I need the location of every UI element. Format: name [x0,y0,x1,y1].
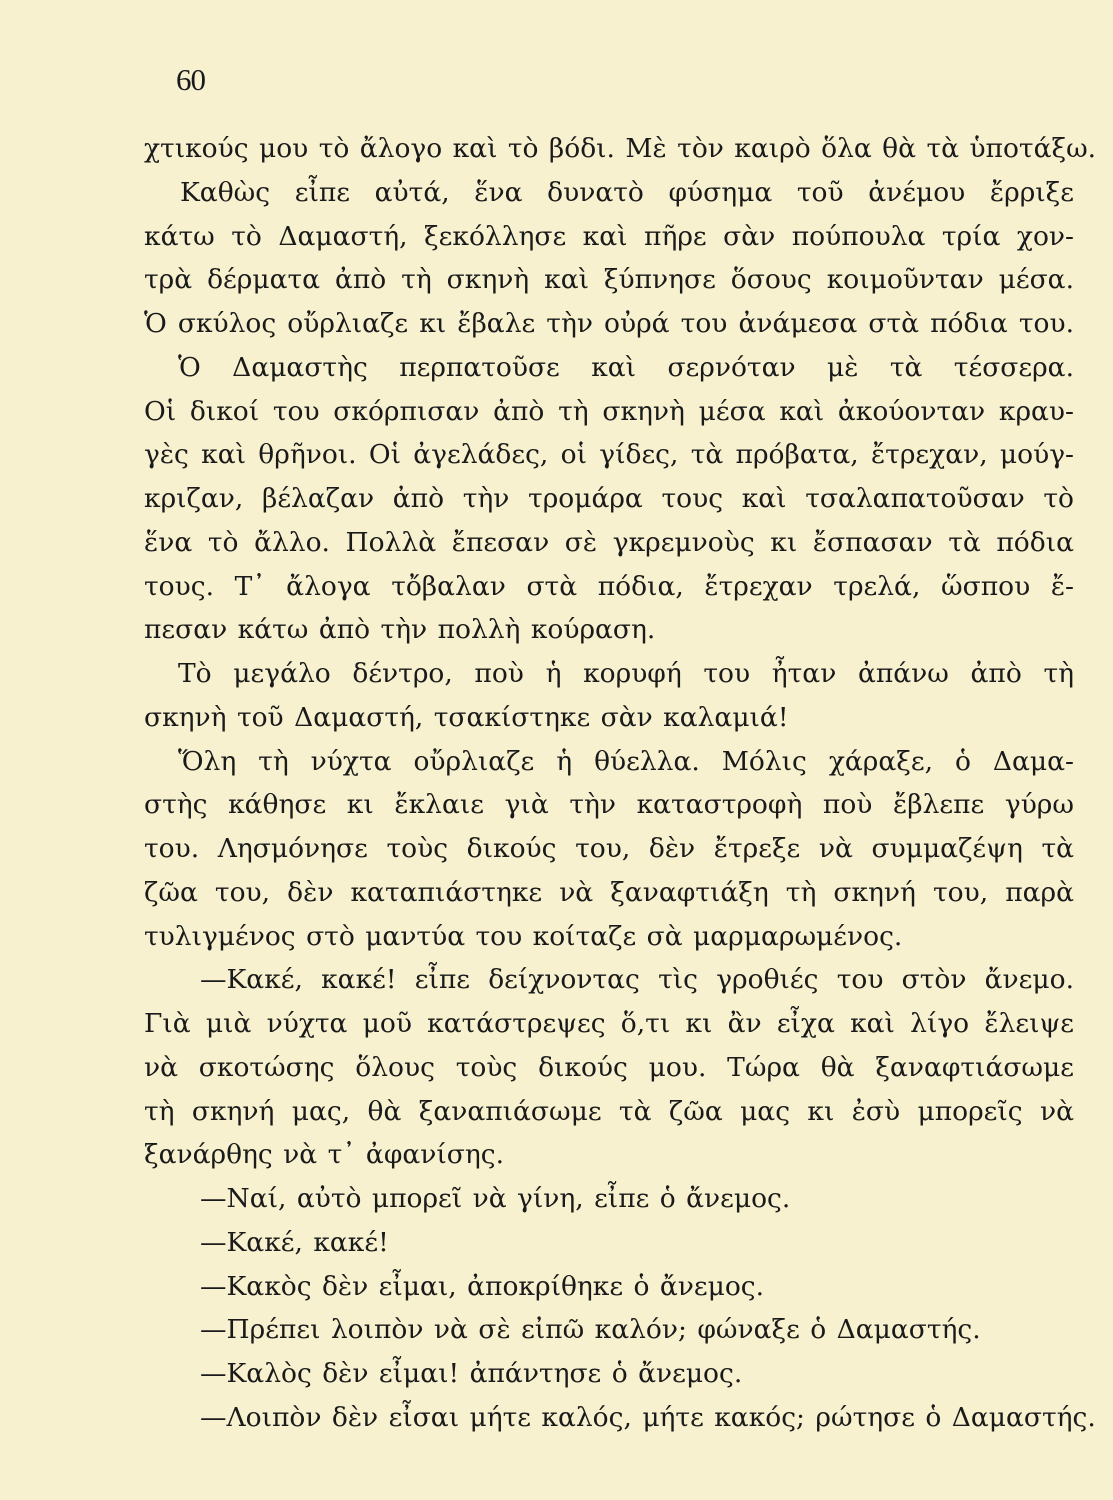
text-line: —Καλὸς δὲν εἶμαι! ἀπάντησε ὁ ἄνεμος. [200,1358,743,1389]
text-line: στὴς κάθησε κι ἔκλαιε γιὰ τὴν καταστροφὴ ποὺ ἔβλεπε γύρω [144,789,1074,821]
page-number: 60 [176,62,205,97]
text-body [144,127,1097,1440]
text-line: κάτω τὸ Δαμαστή, ξεκόλλησε καὶ πῆρε σὰν πούπουλα τρία χον- [144,220,1074,252]
text-line: —Πρέπει λοιπὸν νὰ σὲ εἰπῶ καλόν; φώναξε ὁ Δαμαστής. [200,1314,981,1346]
text-line: Ὁ σκύλος οὔρλιαζε κι ἔβαλε τὴν οὐρά του ἀνάμεσα στὰ πόδια του. [144,308,1074,339]
text-line: πεσαν κάτω ἀπὸ τὴν πολλὴ κούραση. [144,614,656,646]
text-line: ξανάρθης νὰ τ᾿ ἀφανίσης. [144,1139,505,1171]
text-line: Οἱ δικοί του σκόρπισαν ἀπὸ τὴ σκηνὴ μέσα καὶ ἀκούονταν κραυ- [144,395,1074,427]
text-line: Τὸ μεγάλο δέντρο, ποὺ ἡ κορυφή του ἦταν ἀπάνω ἀπὸ τὴ [178,658,1074,689]
text-line: —Ναί, αὐτὸ μπορεῖ νὰ γίνη, εἶπε ὁ ἄνεμος. [200,1183,791,1214]
text-line: γὲς καὶ θρῆνοι. Οἱ ἀγελάδες, οἱ γίδες, τὰ πρόβατα, ἔτρεχαν, μούγ- [144,439,1074,471]
text-line: κριζαν, βέλαζαν ἀπὸ τὴν τρομάρα τους καὶ τσαλαπατοῦσαν τὸ [144,483,1074,514]
text-line: —Κακὸς δὲν εἶμαι, ἀποκρίθηκε ὁ ἄνεμος. [200,1270,765,1302]
text-line: τους. Τ᾿ ἄλογα τὄβαλαν στὰ πόδια, ἔτρεχαν τρελά, ὥσπου ἔ- [144,570,1074,602]
text-line: τρὰ δέρματα ἀπὸ τὴ σκηνὴ καὶ ξύπνησε ὅσους κοιμοῦνταν μέσα. [144,264,1074,296]
text-line: —Κακέ, κακέ! [200,1226,389,1258]
text-line: χτικούς μου τὸ ἄλογο καὶ τὸ βόδι. Μὲ τὸν καιρὸ ὅλα θὰ τὰ ὑποτάξω. [144,133,1097,164]
text-line: Ὁ Δαμαστὴς περπατοῦσε καὶ σερνόταν μὲ τὰ τέσσερα. [178,351,1074,383]
text-line: νὰ σκοτώσης ὅλους τοὺς δικούς μου. Τώρα θὰ ξαναφτιάσωμε [144,1051,1074,1083]
text-line: Ὅλη τὴ νύχτα οὔρλιαζε ἡ θύελλα. Μόλις χάραξε, ὁ Δαμα- [178,745,1074,777]
text-line: Γιὰ μιὰ νύχτα μοῦ κατάστρεψες ὅ,τι κι ἂν εἶχα καὶ λίγο ἔλειψε [144,1008,1074,1039]
text-line: του. Λησμόνησε τοὺς δικούς του, δὲν ἔτρεξε νὰ συμμαζέψη τὰ [144,833,1074,864]
text-line: σκηνὴ τοῦ Δαμαστή, τσακίστηκε σὰν καλαμιά! [144,701,789,733]
text-line: ζῶα του, δὲν καταπιάστηκε νὰ ξαναφτιάξη τὴ σκηνή του, παρὰ [144,876,1074,908]
text-line: —Λοιπὸν δὲν εἶσαι μήτε καλός, μήτε κακός; ρώτησε ὁ Δαμαστής. [200,1401,1096,1433]
text-line: τυλιγμένος στὸ μαντύα του κοίταζε σὰ μαρμαρωμένος. [144,920,903,952]
text-line: τὴ σκηνή μας, θὰ ξαναπιάσωμε τὰ ζῶα μας κι ἐσὺ μπορεῖς νὰ [144,1095,1074,1127]
text-line: ἕνα τὸ ἄλλο. Πολλὰ ἔπεσαν σὲ γκρεμνοὺς κι ἔσπασαν τὰ πόδια [144,526,1074,558]
text-line: —Κακέ, κακέ! εἶπε δείχνοντας τὶς γροθιές του στὸν ἄνεμο. [200,964,1074,996]
text-line: Καθὼς εἶπε αὐτά, ἕνα δυνατὸ φύσημα τοῦ ἀνέμου ἔρριξε [180,176,1074,208]
